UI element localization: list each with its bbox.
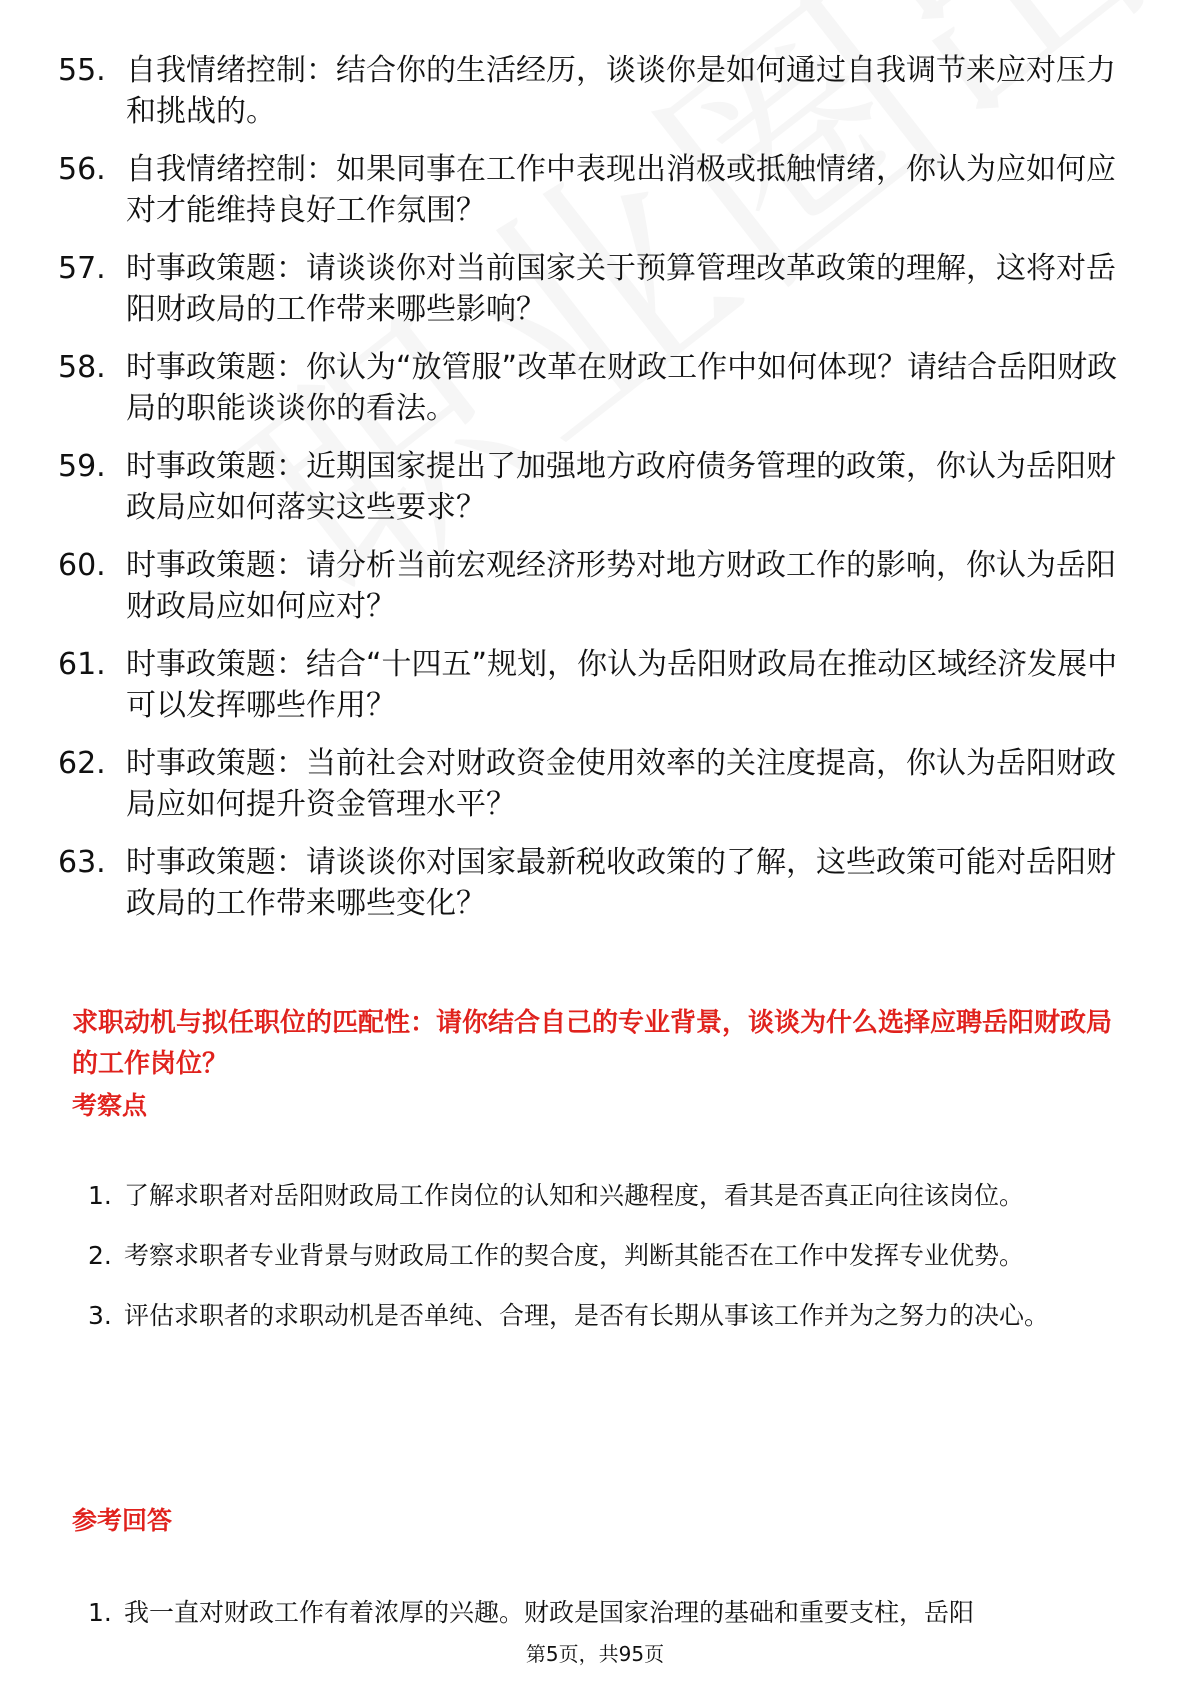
question-item: [58, 446, 1138, 528]
question-text: 时事政策题：你认为“放管服”改革在财政工作中如何体现？请结合岳阳财政局的职能谈谈你的看法。: [126, 350, 1118, 426]
question-item: [58, 545, 1138, 627]
page-footer: 第5页，共95页: [0, 1640, 1190, 1668]
point-text: 评估求职者的求职动机是否单纯、合理，是否有长期从事该工作并为之努力的决心。: [124, 1301, 1050, 1330]
question-item: [58, 842, 1138, 924]
question-number: 61.: [58, 647, 106, 682]
section-title: 求职动机与拟任职位的匹配性：请你结合自己的专业背景，谈谈为什么选择应聘岳阳财政局的工作岗位？: [72, 1008, 1113, 1079]
question-list: [58, 50, 1138, 941]
answer-number: 1.: [88, 1598, 112, 1627]
point-number: 2.: [88, 1241, 112, 1270]
list-item: [88, 1288, 1133, 1344]
answer-item: [88, 1598, 1133, 1628]
question-item: [58, 347, 1138, 429]
question-item: [58, 149, 1138, 231]
question-number: 56.: [58, 152, 106, 187]
question-text: 自我情绪控制：结合你的生活经历，谈谈你是如何通过自我调节来应对压力和挑战的。: [126, 53, 1116, 129]
point-text: 考察求职者专业背景与财政局工作的契合度，判断其能否在工作中发挥专业优势。: [124, 1241, 1025, 1270]
question-item: [58, 248, 1138, 330]
question-number: 63.: [58, 845, 106, 880]
point-number: 1.: [88, 1181, 112, 1210]
question-number: 60.: [58, 548, 106, 583]
question-text: 时事政策题：请谈谈你对当前国家关于预算管理改革政策的理解，这将对岳阳财政局的工作带来哪些影响？: [126, 251, 1116, 327]
question-text: 时事政策题：近期国家提出了加强地方政府债务管理的政策，你认为岳阳财政局应如何落实这些要求？: [126, 449, 1116, 525]
question-item: [58, 50, 1138, 132]
question-text: 时事政策题：请谈谈你对国家最新税收政策的了解，这些政策可能对岳阳财政局的工作带来哪些变化？: [126, 845, 1116, 921]
list-item: [88, 1168, 1133, 1224]
points-heading: 考察点: [72, 1091, 148, 1120]
point-text: 了解求职者对岳阳财政局工作岗位的认知和兴趣程度，看其是否真正向往该岗位。: [124, 1181, 1025, 1210]
answer-heading: 参考回答: [72, 1506, 173, 1535]
question-text: 自我情绪控制：如果同事在工作中表现出消极或抵触情绪，你认为应如何应对才能维持良好工作氛围？: [126, 152, 1116, 228]
answer-text: 我一直对财政工作有着浓厚的兴趣。财政是国家治理的基础和重要支柱，岳阳: [124, 1598, 975, 1627]
question-item: [58, 644, 1138, 726]
question-number: 59.: [58, 449, 106, 484]
point-number: 3.: [88, 1301, 112, 1330]
question-number: 58.: [58, 350, 106, 385]
question-number: 62.: [58, 746, 106, 781]
question-text: 时事政策题：结合“十四五”规划，你认为岳阳财政局在推动区域经济发展中可以发挥哪些作用？: [126, 647, 1118, 723]
list-item: [88, 1228, 1133, 1284]
question-text: 时事政策题：当前社会对财政资金使用效率的关注度提高，你认为岳阳财政局应如何提升资金管理水平？: [126, 746, 1116, 822]
question-text: 时事政策题：请分析当前宏观经济形势对地方财政工作的影响，你认为岳阳财政局应如何应对？: [126, 548, 1116, 624]
points-list: [88, 1168, 1133, 1348]
question-item: [58, 743, 1138, 825]
question-number: 57.: [58, 251, 106, 286]
question-number: 55.: [58, 53, 106, 88]
